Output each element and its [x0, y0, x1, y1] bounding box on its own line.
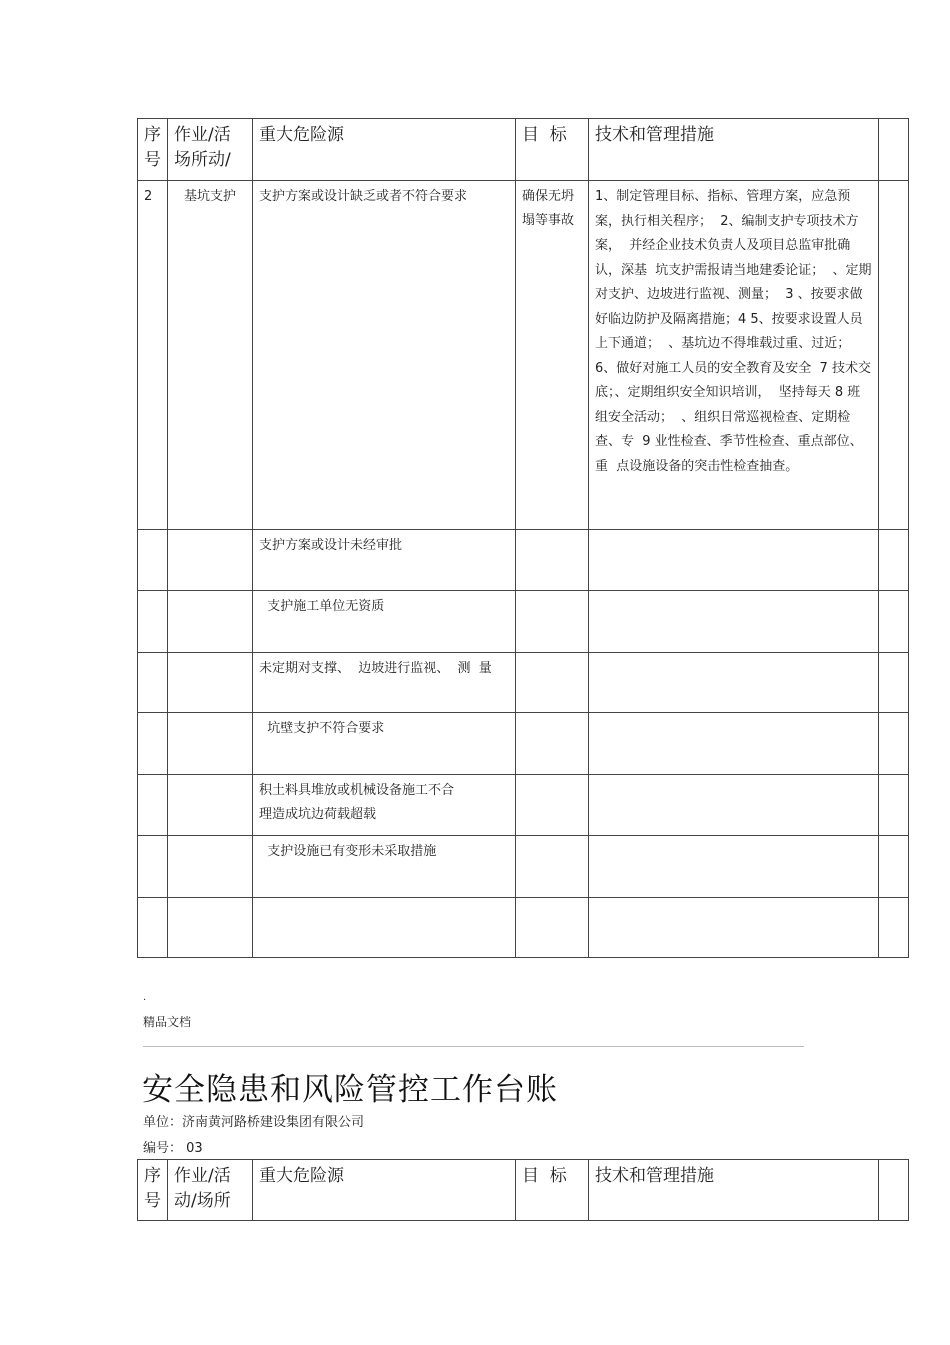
page-title: 安全隐患和风险管控工作台账 — [142, 1072, 558, 1108]
ledger-table — [137, 1159, 909, 1221]
row-cut-cell — [879, 181, 909, 530]
row-hazard: 未定期对支撑、 边坡进行监视、 测 量 — [253, 653, 516, 713]
header-seq: 序 号 — [138, 119, 168, 181]
table-header-row — [138, 1160, 909, 1221]
page-dot: . — [143, 992, 147, 1003]
table-header-row — [138, 119, 909, 181]
header-target: 目 标 — [516, 119, 589, 181]
divider — [143, 1046, 804, 1047]
header-activity: 作业/活 动/场所 — [168, 1160, 253, 1221]
header-hazard: 重大危险源 — [253, 1160, 516, 1221]
table-row — [138, 530, 909, 591]
header-target: 目 标 — [516, 1160, 589, 1221]
row-hazard — [253, 898, 516, 958]
header-seq: 序 号 — [138, 1160, 168, 1221]
row-hazard: 积土料具堆放或机械设备施工不合 理造成坑边荷载超载 — [253, 775, 516, 836]
header-measures: 技术和管理措施 — [589, 1160, 879, 1221]
row-hazard: 支护设施已有变形未采取措施 — [253, 836, 516, 898]
table-row — [138, 836, 909, 898]
row-hazard: 支护方案或设计缺乏或者不符合要求 — [253, 181, 516, 530]
row-measures: 1、制定管理目标、指标、管理方案，应急预案，执行相关程序； 2、编制支护专项技术方案， 并经企业技术负责人及项目总监审批确认，深基 坑支护需报请当地建委论证； 、定期对支护、边坡进行监视、测量； 3 、按要求做好临边防护及隔离措施；4 5、按要求设置人员上下通道； 、基坑边不得堆载过重、过近； 6、做好对施工人员的安全教育及安全 7 技术交底；、定期组织安全知识培训， 坚持每天 8 班组安全活动； 、组织日常巡视检查、定期检查、专 9 业性检查、季节性检查、重点部位、重 点设施设备的突击性检查抽查。 — [589, 181, 879, 530]
row-seq: 2 — [138, 181, 168, 530]
table-row — [138, 775, 909, 836]
table-row — [138, 898, 909, 958]
ledger-table-continued — [137, 118, 909, 958]
table-row — [138, 591, 909, 653]
table-row — [138, 181, 909, 530]
row-activity: 基坑支护 — [168, 181, 253, 530]
table-row — [138, 653, 909, 713]
header-cut-column — [879, 1160, 909, 1221]
row-target: 确保无坍 塌等事故 — [516, 181, 589, 530]
row-hazard: 坑壁支护不符合要求 — [253, 713, 516, 775]
header-activity: 作业/活 场所动/ — [168, 119, 253, 181]
row-hazard: 支护施工单位无资质 — [253, 591, 516, 653]
table-row — [138, 713, 909, 775]
row-hazard: 支护方案或设计未经审批 — [253, 530, 516, 591]
footer-label: 精品文档 — [143, 1015, 192, 1029]
code-line: 编号： 03 — [143, 1141, 203, 1156]
unit-line: 单位：济南黄河路桥建设集团有限公司 — [143, 1115, 365, 1130]
header-cut-column — [879, 119, 909, 181]
header-measures: 技术和管理措施 — [589, 119, 879, 181]
header-hazard: 重大危险源 — [253, 119, 516, 181]
